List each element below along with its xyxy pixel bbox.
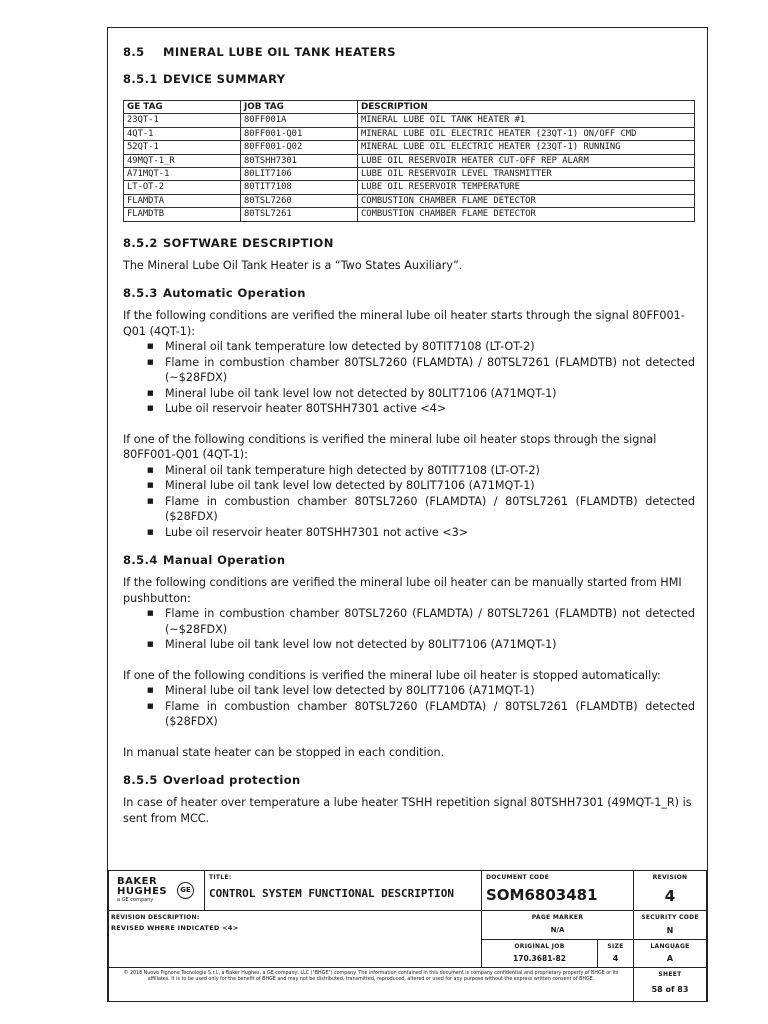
column-header: DESCRIPTION	[358, 101, 695, 114]
manual-state-note: In manual state heater can be stopped in each condition.	[123, 745, 445, 759]
device-summary-table	[123, 100, 695, 222]
revision-description-cell: REVISION DESCRIPTION: REVISED WHERE INDICATED <4>	[108, 910, 482, 968]
software-description-text: The Mineral Lube Oil Tank Heater is a “Two States Auxiliary”.	[123, 258, 463, 272]
table-cell: COMBUSTION CHAMBER FLAME DETECTOR	[358, 208, 695, 221]
table-cell: 80FF001-Q02	[241, 141, 358, 154]
table-row	[124, 114, 695, 127]
list-item: ■ Mineral oil tank temperature high detected by 80TIT7108 (LT-OT-2)	[123, 463, 695, 479]
auto-stop-intro: If one of the following conditions is verified the mineral lube oil heater stops through the signal 80FF001-Q01 (4QT-1):	[123, 432, 657, 462]
table-cell: 80FF001-Q01	[241, 127, 358, 140]
table-cell: 52QT-1	[124, 141, 241, 154]
manual-start-conditions	[123, 606, 695, 653]
document-code-cell: DOCUMENT CODE SOM6803481	[481, 870, 634, 911]
table-cell: 4QT-1	[124, 127, 241, 140]
table-row	[124, 141, 695, 154]
title-cell: TITLE: CONTROL SYSTEM FUNCTIONAL DESCRIPTION	[204, 870, 482, 911]
list-item: ■ Lube oil reservoir heater 80TSHH7301 not active <3>	[123, 525, 695, 541]
table-cell: FLAMDTA	[124, 194, 241, 207]
auto-start-intro: If the following conditions are verified the mineral lube oil heater starts through the signal 80FF001-Q01 (4QT-1):	[123, 309, 685, 338]
company-logo: BAKER HUGHES a GE company	[117, 876, 168, 903]
table-row	[124, 194, 695, 207]
document-title: CONTROL SYSTEM FUNCTIONAL DESCRIPTION	[209, 887, 455, 900]
section-8-5-2-heading: 8.5.2 SOFTWARE DESCRIPTION	[123, 235, 334, 250]
table-cell: 80TSHH7301	[241, 154, 358, 167]
list-item: ■ Mineral lube oil tank level low detected by 80LIT7106 (A71MQT-1)	[123, 478, 695, 494]
table-cell: 80TIT7108	[241, 181, 358, 194]
page-marker-cell: PAGE MARKER N/A	[481, 910, 634, 940]
revision-number: 4	[664, 887, 676, 905]
sheet-number: 58 of 83	[651, 985, 689, 994]
list-item: ■ Mineral lube oil tank level low detected by 80LIT7106 (A71MQT-1)	[123, 683, 695, 699]
table-cell: 80TSL7261	[241, 208, 358, 221]
section-8-5-3-heading: 8.5.3 Automatic Operation	[123, 286, 306, 301]
sheet-cell: SHEET 58 of 83	[633, 967, 707, 1002]
table-cell: 23QT-1	[124, 114, 241, 127]
security-code-cell: SECURITY CODE N	[633, 910, 707, 940]
auto-start-conditions	[123, 339, 695, 417]
manual-stop-conditions	[123, 683, 695, 730]
table-row	[124, 168, 695, 181]
overload-text: In case of heater over temperature a lube heater TSHH repetition signal 80TSHH7301 (49MQT-1_R) is sent from MCC.	[123, 796, 692, 825]
table-cell: 80FF001A	[241, 114, 358, 127]
table-cell: MINERAL LUBE OIL ELECTRIC HEATER (23QT-1) RUNNING	[358, 141, 695, 154]
table-cell: 80LIT7106	[241, 168, 358, 181]
table-cell: MINERAL LUBE OIL ELECTRIC HEATER (23QT-1) ON/OFF CMD	[358, 127, 695, 140]
copyright-cell	[108, 967, 634, 1002]
copyright-notice: © 2018 Nuovo Pignone Tecnologie S.r.l., a Baker Hughes, a GE company, LLC ("BHGE") company. The information contained in this document is company confidential and proprietary property of BHGE or its affiliates. It is to be used only for the benefit of BHGE and may not be distributed, transmitted, reproduced, altered or used for any purpose without the express written consent of BHGE.	[123, 971, 619, 983]
table-cell: 49MQT-1_R	[124, 154, 241, 167]
table-cell: 80TSL7260	[241, 194, 358, 207]
logo-cell	[108, 870, 205, 911]
table-cell: A71MQT-1	[124, 168, 241, 181]
revision-cell: REVISION 4	[633, 870, 707, 911]
table-cell: LUBE OIL RESERVOIR TEMPERATURE	[358, 181, 695, 194]
list-item: ■ Lube oil reservoir heater 80TSHH7301 active <4>	[123, 401, 695, 417]
table-cell: LT-OT-2	[124, 181, 241, 194]
document-code: SOM6803481	[486, 886, 598, 904]
column-header: JOB TAG	[241, 101, 358, 114]
list-item: ■ Flame in combustion chamber 80TSL7260 (FLAMDTA) / 80TSL7261 (FLAMDTB) not detected (~$28FDX)	[123, 606, 695, 637]
original-job-cell: ORIGINAL JOB 170.3681-82	[481, 939, 598, 968]
list-item: ■ Flame in combustion chamber 80TSL7260 (FLAMDTA) / 80TSL7261 (FLAMDTB) detected ($28FDX)	[123, 494, 695, 525]
list-item: ■ Flame in combustion chamber 80TSL7260 (FLAMDTA) / 80TSL7261 (FLAMDTB) not detected (~$28FDX)	[123, 355, 695, 386]
page-content	[123, 43, 695, 826]
table-cell: LUBE OIL RESERVOIR LEVEL TRANSMITTER	[358, 168, 695, 181]
list-item: ■ Mineral lube oil tank level low not detected by 80LIT7106 (A71MQT-1)	[123, 637, 695, 653]
ge-logo-icon: GE	[177, 882, 194, 899]
table-row	[124, 181, 695, 194]
size-cell: SIZE 4	[597, 939, 634, 968]
auto-stop-conditions	[123, 463, 695, 541]
list-item: ■ Flame in combustion chamber 80TSL7260 (FLAMDTA) / 80TSL7261 (FLAMDTB) detected ($28FDX)	[123, 699, 695, 730]
table-cell: LUBE OIL RESERVOIR HEATER CUT-OFF REP ALARM	[358, 154, 695, 167]
section-8-5-1-heading: 8.5.1 DEVICE SUMMARY	[123, 72, 286, 86]
document-page	[107, 27, 708, 1002]
section-8-5-4-heading: 8.5.4 Manual Operation	[123, 553, 286, 568]
section-8-5-5-heading: 8.5.5 Overload protection	[123, 773, 301, 788]
manual-stop-intro: If one of the following conditions is verified the mineral lube oil heater is stopped automatically:	[123, 668, 661, 682]
table-cell: MINERAL LUBE OIL TANK HEATER #1	[358, 114, 695, 127]
table-row	[124, 208, 695, 221]
section-8-5-heading: 8.5 MINERAL LUBE OIL TANK HEATERS	[123, 45, 396, 59]
column-header: GE TAG	[124, 101, 241, 114]
manual-start-intro: If the following conditions are verified the mineral lube oil heater can be manually started from HMI pushbutton:	[123, 576, 682, 605]
table-row	[124, 154, 695, 167]
language-cell: LANGUAGE A	[633, 939, 707, 968]
table-header-row	[124, 101, 695, 114]
revision-description: REVISED WHERE INDICATED <4>	[111, 924, 239, 932]
list-item: ■ Mineral oil tank temperature low detected by 80TIT7108 (LT-OT-2)	[123, 339, 695, 355]
table-cell: COMBUSTION CHAMBER FLAME DETECTOR	[358, 194, 695, 207]
table-row	[124, 127, 695, 140]
list-item: ■ Mineral lube oil tank level low not detected by 80LIT7106 (A71MQT-1)	[123, 386, 695, 402]
table-cell: FLAMDTB	[124, 208, 241, 221]
